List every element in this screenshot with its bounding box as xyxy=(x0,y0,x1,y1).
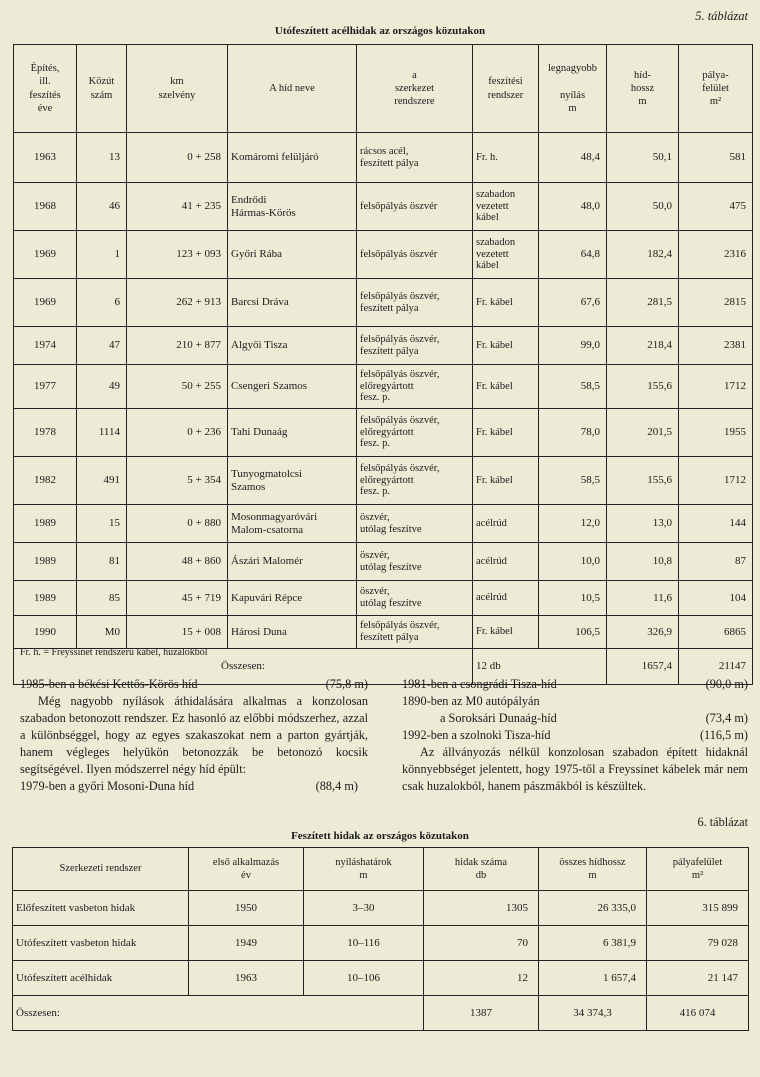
cell-road: 1114 xyxy=(77,409,127,457)
table6-number: 6. táblázat xyxy=(697,815,748,829)
cell-road: 13 xyxy=(77,133,127,183)
cell-line: Győri Rába xyxy=(231,248,283,261)
cell-line: Fr. kábel xyxy=(476,626,513,638)
header-year xyxy=(14,45,77,133)
cell-bridge-count: 1305 xyxy=(424,891,539,926)
cell-road: M0 xyxy=(77,616,127,649)
table5-footnote: Fr. h. = Freyssinet rendszerű kábel, huzalokból xyxy=(20,647,208,658)
cell-line: a xyxy=(412,69,417,81)
cell-length: 326,9 xyxy=(607,616,679,649)
cell-first-use: 1950 xyxy=(189,891,304,926)
cell-prestress xyxy=(473,327,539,365)
cell-prestress xyxy=(473,581,539,616)
cell-line: szám xyxy=(90,89,113,101)
cell-prestress xyxy=(473,183,539,231)
cell-year: 1990 xyxy=(14,616,77,649)
header-structure xyxy=(357,45,473,133)
table6 xyxy=(12,847,749,1031)
header-total-length xyxy=(539,848,647,891)
cell-line: szabadon xyxy=(476,188,516,200)
cell-deck-area: 315 899 xyxy=(647,891,749,926)
cell-system: Előfeszített vasbeton hidak xyxy=(13,891,189,926)
cell-line: fesz. p. xyxy=(360,438,391,450)
cell-span: 48,0 xyxy=(539,183,607,231)
cell-line: Barcsi Dráva xyxy=(231,296,289,309)
list-item-value: (75,8 m) xyxy=(325,677,368,691)
list-item xyxy=(402,727,748,744)
cell-bridge-name xyxy=(228,231,357,279)
cell-line: ill. xyxy=(39,76,51,88)
cell-line: kábel xyxy=(476,212,499,224)
cell-structure xyxy=(357,279,473,327)
cell-line: A híd neve xyxy=(269,82,315,94)
text-left-column xyxy=(20,676,368,795)
cell-line: Algyői Tisza xyxy=(231,339,288,352)
cell-bridge-name xyxy=(228,279,357,327)
cell-line: acélrúd xyxy=(476,517,507,529)
cell-km: 45 + 719 xyxy=(127,581,228,616)
cell-total-length: 1 657,4 xyxy=(539,961,647,996)
cell-span: 10,5 xyxy=(539,581,607,616)
header-system xyxy=(13,848,189,891)
cell-line: felsőpályás öszvér, xyxy=(360,368,440,380)
cell-span: 64,8 xyxy=(539,231,607,279)
list-item-line: 1890-ben az M0 autópályán xyxy=(402,693,540,708)
cell-structure xyxy=(357,327,473,365)
cell-line: Mosonmagyaróvári xyxy=(231,511,318,524)
table6-body xyxy=(13,891,749,996)
cell-deck-area: 21 147 xyxy=(647,961,749,996)
cell-km: 50 + 255 xyxy=(127,365,228,409)
cell-line: Kapuvári Répce xyxy=(231,591,303,604)
cell-km: 48 + 860 xyxy=(127,543,228,581)
cell-line: Fr. kábel xyxy=(476,296,513,308)
cell-bridge-name xyxy=(228,616,357,649)
table-row xyxy=(14,279,753,327)
cell-area: 2381 xyxy=(679,327,753,365)
table-row xyxy=(14,581,753,616)
header-area xyxy=(679,45,753,133)
cell-area: 581 xyxy=(679,133,753,183)
list-item xyxy=(402,676,748,693)
cell-first-use: 1949 xyxy=(189,926,304,961)
cell-line: feszített pálya xyxy=(360,632,419,643)
cell-structure xyxy=(357,183,473,231)
table5-total-label: Összesen: xyxy=(14,649,473,685)
cell-span-limits: 3–30 xyxy=(304,891,424,926)
cell-line: feszített pálya xyxy=(360,345,419,357)
cell-length: 155,6 xyxy=(607,365,679,409)
cell-length: 11,6 xyxy=(607,581,679,616)
cell-road: 1 xyxy=(77,231,127,279)
header-span-limits xyxy=(304,848,424,891)
cell-year: 1989 xyxy=(14,505,77,543)
cell-bridge-name xyxy=(228,183,357,231)
cell-line: Hárosi Duna xyxy=(231,625,287,638)
table-row xyxy=(13,926,749,961)
cell-area: 1712 xyxy=(679,365,753,409)
cell-km: 210 + 877 xyxy=(127,327,228,365)
cell-length: 50,1 xyxy=(607,133,679,183)
cell-structure xyxy=(357,231,473,279)
cell-line: Tunyogmatolcsi xyxy=(231,468,303,481)
cell-line: feszítés xyxy=(29,89,61,101)
cell-structure xyxy=(357,505,473,543)
cell-prestress xyxy=(473,505,539,543)
cell-line: utólag feszítve xyxy=(360,523,422,535)
cell-year: 1963 xyxy=(14,133,77,183)
cell-line: öszvér, xyxy=(360,549,390,561)
table-row xyxy=(14,133,753,183)
cell-line: acélrúd xyxy=(476,592,507,604)
list-item-text: 1981-ben a csongrádi Tisza-híd xyxy=(402,677,557,691)
cell-span: 67,6 xyxy=(539,279,607,327)
cell-line: pályafelület xyxy=(672,856,723,868)
cell-line: szabadon xyxy=(476,236,516,248)
cell-span: 58,5 xyxy=(539,457,607,505)
cell-line: feszített pálya xyxy=(360,302,419,314)
cell-span: 78,0 xyxy=(539,409,607,457)
cell-line: Hármas-Körös xyxy=(231,206,296,219)
cell-area: 475 xyxy=(679,183,753,231)
cell-line: felsőpályás öszvér, xyxy=(360,333,440,345)
cell-line: m xyxy=(638,96,647,108)
cell-structure xyxy=(357,365,473,409)
cell-line: öszvér, xyxy=(360,511,390,523)
cell-area: 87 xyxy=(679,543,753,581)
cell-line: feszítési xyxy=(488,76,523,88)
cell-line: m xyxy=(568,102,577,114)
cell-line: Endrődi xyxy=(231,194,267,207)
cell-prestress xyxy=(473,231,539,279)
cell-line: felsőpályás öszvér, xyxy=(360,620,440,632)
header-km xyxy=(127,45,228,133)
cell-line: felsőpályás öszvér xyxy=(360,200,438,212)
cell-year: 1982 xyxy=(14,457,77,505)
header-deck-area xyxy=(647,848,749,891)
cell-road: 491 xyxy=(77,457,127,505)
cell-line: Szamos xyxy=(231,480,266,493)
cell-length: 182,4 xyxy=(607,231,679,279)
table6-total-count: 1387 xyxy=(424,996,539,1031)
text-right-column xyxy=(402,676,748,795)
cell-span: 99,0 xyxy=(539,327,607,365)
list-item xyxy=(20,676,368,693)
cell-span: 12,0 xyxy=(539,505,607,543)
cell-prestress xyxy=(473,409,539,457)
cell-area: 144 xyxy=(679,505,753,543)
table5-total-area: 21147 xyxy=(679,649,753,685)
header-prestress xyxy=(473,45,539,133)
cell-length: 50,0 xyxy=(607,183,679,231)
table-row xyxy=(14,457,753,505)
table6-header-row xyxy=(13,848,749,891)
cell-bridge-name xyxy=(228,133,357,183)
cell-line: Fr. kábel xyxy=(476,426,513,438)
cell-year: 1989 xyxy=(14,581,77,616)
cell-area: 1955 xyxy=(679,409,753,457)
cell-year: 1974 xyxy=(14,327,77,365)
cell-span: 48,4 xyxy=(539,133,607,183)
table-row xyxy=(14,505,753,543)
table5-number: 5. táblázat xyxy=(695,9,748,23)
table5-header-row xyxy=(14,45,753,133)
header-first-use xyxy=(189,848,304,891)
cell-line: Fr. kábel xyxy=(476,380,513,392)
table-row xyxy=(14,327,753,365)
cell-line: km xyxy=(170,76,184,88)
cell-area: 2316 xyxy=(679,231,753,279)
table6-total-area: 416 074 xyxy=(647,996,749,1031)
table5-total-count: 12 db xyxy=(473,649,607,685)
cell-line: utólag feszítve xyxy=(360,561,422,573)
cell-line: első alkalmazás xyxy=(212,856,280,868)
cell-line: Tahi Dunaág xyxy=(231,426,288,439)
cell-line: összes hídhossz xyxy=(559,856,626,868)
cell-structure xyxy=(357,616,473,649)
cell-line: felület xyxy=(702,82,729,94)
table-row xyxy=(14,231,753,279)
table5-total-length: 1657,4 xyxy=(607,649,679,685)
cell-line: Fr. kábel xyxy=(476,474,513,486)
cell-line: nyílás xyxy=(559,89,586,101)
cell-line: fesz. p. xyxy=(360,392,391,404)
table5 xyxy=(13,44,753,685)
table-row xyxy=(13,961,749,996)
cell-length: 281,5 xyxy=(607,279,679,327)
table-row xyxy=(14,616,753,649)
cell-line: Csengeri Szamos xyxy=(231,380,308,393)
table-row xyxy=(13,891,749,926)
cell-line: felsőpályás öszvér, xyxy=(360,290,440,302)
cell-line: év xyxy=(241,870,251,881)
cell-year: 1969 xyxy=(14,231,77,279)
cell-line: nyíláshatárok xyxy=(335,856,392,868)
cell-line: vezetett xyxy=(476,248,509,260)
list-item-text: 1992-ben a szolnoki Tisza-híd xyxy=(402,727,551,742)
cell-prestress xyxy=(473,365,539,409)
cell-span: 106,5 xyxy=(539,616,607,649)
header-length xyxy=(607,45,679,133)
cell-prestress xyxy=(473,457,539,505)
cell-line: felsőpályás öszvér, xyxy=(360,462,440,474)
cell-line: Szerkezeti rendszer xyxy=(59,863,142,875)
cell-prestress xyxy=(473,543,539,581)
cell-line: éve xyxy=(37,102,53,114)
table-row xyxy=(14,543,753,581)
cell-structure xyxy=(357,543,473,581)
cell-line: Fr. kábel xyxy=(476,339,513,351)
cell-line: öszvér, xyxy=(360,586,390,598)
cell-km: 0 + 258 xyxy=(127,133,228,183)
cell-line: legnagyobb xyxy=(548,63,597,75)
cell-line: Ászári Malomér xyxy=(231,555,303,568)
cell-structure xyxy=(357,409,473,457)
cell-line: szerkezet xyxy=(394,82,435,94)
cell-line: feszített pálya xyxy=(360,157,419,169)
cell-line: hossz xyxy=(630,82,655,94)
cell-total-length: 6 381,9 xyxy=(539,926,647,961)
table6-total-length: 34 374,3 xyxy=(539,996,647,1031)
cell-line: előregyártott xyxy=(360,380,414,392)
cell-line: vezetett xyxy=(476,200,509,212)
cell-line: felsőpályás öszvér xyxy=(360,248,438,260)
cell-road: 81 xyxy=(77,543,127,581)
cell-bridge-name xyxy=(228,505,357,543)
cell-line: Építés, xyxy=(30,63,60,75)
cell-line: acélrúd xyxy=(476,555,507,567)
cell-line: fesz. p. xyxy=(360,486,391,498)
cell-bridge-name xyxy=(228,581,357,616)
cell-line: rácsos acél, xyxy=(360,145,409,157)
cell-length: 10,8 xyxy=(607,543,679,581)
cell-line: utólag feszítve xyxy=(360,598,422,609)
list-item-value: (88,4 m) xyxy=(315,778,358,793)
cell-road: 85 xyxy=(77,581,127,616)
cell-road: 49 xyxy=(77,365,127,409)
cell-span-limits: 10–106 xyxy=(304,961,424,996)
cell-prestress xyxy=(473,133,539,183)
cell-span: 58,5 xyxy=(539,365,607,409)
table-row xyxy=(14,365,753,409)
cell-line: m xyxy=(359,870,368,881)
cell-bridge-name xyxy=(228,409,357,457)
header-bridge-count xyxy=(424,848,539,891)
list-item-value: (73,4 m) xyxy=(705,710,748,725)
list-item-text: 1985-ben a békési Kettős-Körös híd xyxy=(20,677,198,691)
cell-structure xyxy=(357,133,473,183)
cell-span-limits: 10–116 xyxy=(304,926,424,961)
list-item-value: (116,5 m) xyxy=(699,727,748,742)
cell-length: 155,6 xyxy=(607,457,679,505)
cell-system: Utófeszített acélhidak xyxy=(13,961,189,996)
cell-line: hidak száma xyxy=(454,856,508,868)
cell-line: előregyártott xyxy=(360,426,414,438)
cell-area: 2815 xyxy=(679,279,753,327)
cell-line: Fr. h. xyxy=(476,151,498,163)
cell-road: 46 xyxy=(77,183,127,231)
cell-km: 0 + 880 xyxy=(127,505,228,543)
cell-line: előregyártott xyxy=(360,474,414,486)
cell-line: m xyxy=(588,870,597,881)
cell-year: 1968 xyxy=(14,183,77,231)
paragraph-left: Még nagyobb nyílások áthidalására alkalmas a konzolosan szabadon betonozott rendszer. Ez hasonló az előbbi módszerhez, azzal a különbséggel, hogy az egyes szakaszokat nem a parton gyártják, hanem végleges helyükön betonozzák be betonozó kocsik segítségével. Ilyen módszerrel négy híd épült: xyxy=(20,693,368,776)
cell-prestress xyxy=(473,279,539,327)
cell-structure xyxy=(357,457,473,505)
cell-area: 1712 xyxy=(679,457,753,505)
cell-line: m² xyxy=(691,870,704,881)
cell-line: kábel xyxy=(476,260,499,272)
cell-line: szelvény xyxy=(158,89,196,101)
table-row xyxy=(14,183,753,231)
cell-line: pálya- xyxy=(702,69,729,81)
list-item xyxy=(20,778,368,795)
table6-title: Feszített hidak az országos közutakon xyxy=(291,830,469,842)
cell-length: 13,0 xyxy=(607,505,679,543)
cell-line: Malom-csatorna xyxy=(231,523,304,536)
cell-line: m² xyxy=(709,96,722,108)
cell-bridge-name xyxy=(228,457,357,505)
header-span xyxy=(539,45,607,133)
cell-line: Komáromi felüljáró xyxy=(231,151,319,164)
cell-year: 1978 xyxy=(14,409,77,457)
cell-year: 1977 xyxy=(14,365,77,409)
cell-line: Közút xyxy=(88,76,115,88)
cell-system: Utófeszített vasbeton hidak xyxy=(13,926,189,961)
cell-km: 15 + 008 xyxy=(127,616,228,649)
cell-area: 104 xyxy=(679,581,753,616)
cell-year: 1969 xyxy=(14,279,77,327)
cell-length: 201,5 xyxy=(607,409,679,457)
cell-km: 0 + 236 xyxy=(127,409,228,457)
cell-line: híd- xyxy=(634,69,651,81)
cell-bridge-name xyxy=(228,327,357,365)
table6-total-row xyxy=(13,996,749,1031)
header-bridge-name xyxy=(228,45,357,133)
cell-deck-area: 79 028 xyxy=(647,926,749,961)
list-item-text: a Soroksári Dunaág-híd xyxy=(440,710,557,725)
table5-body xyxy=(14,133,753,649)
cell-bridge-count: 70 xyxy=(424,926,539,961)
list-item-text: 1979-ben a győri Mosoni-Duna híd xyxy=(20,778,195,793)
cell-road: 15 xyxy=(77,505,127,543)
cell-km: 5 + 354 xyxy=(127,457,228,505)
cell-line: rendszer xyxy=(487,89,524,101)
cell-span: 10,0 xyxy=(539,543,607,581)
cell-line: db xyxy=(475,870,487,881)
cell-bridge-name xyxy=(228,543,357,581)
table6-total-label: Összesen: xyxy=(13,996,424,1031)
cell-road: 6 xyxy=(77,279,127,327)
cell-bridge-count: 12 xyxy=(424,961,539,996)
paragraph-right: Az állványozás nélkül konzolosan szabadon épített hidaknál könnyebbséget jelentett, hogy 1975-től a Freyssinet kábelek már nem csak huzalokból, hanem pászmákból is készültek. xyxy=(402,744,748,793)
cell-km: 262 + 913 xyxy=(127,279,228,327)
cell-prestress xyxy=(473,616,539,649)
header-road xyxy=(77,45,127,133)
cell-length: 218,4 xyxy=(607,327,679,365)
cell-bridge-name xyxy=(228,365,357,409)
cell-total-length: 26 335,0 xyxy=(539,891,647,926)
list-item xyxy=(402,710,748,727)
cell-road: 47 xyxy=(77,327,127,365)
cell-structure xyxy=(357,581,473,616)
cell-line: rendszere xyxy=(394,96,435,108)
cell-year: 1989 xyxy=(14,543,77,581)
table-row xyxy=(14,409,753,457)
cell-first-use: 1963 xyxy=(189,961,304,996)
cell-line: felsőpályás öszvér, xyxy=(360,414,440,426)
list-item-value: (90,0 m) xyxy=(705,677,748,691)
cell-km: 123 + 093 xyxy=(127,231,228,279)
table5-title: Utófeszített acélhidak az országos közutakon xyxy=(274,25,486,37)
cell-km: 41 + 235 xyxy=(127,183,228,231)
cell-area: 6865 xyxy=(679,616,753,649)
